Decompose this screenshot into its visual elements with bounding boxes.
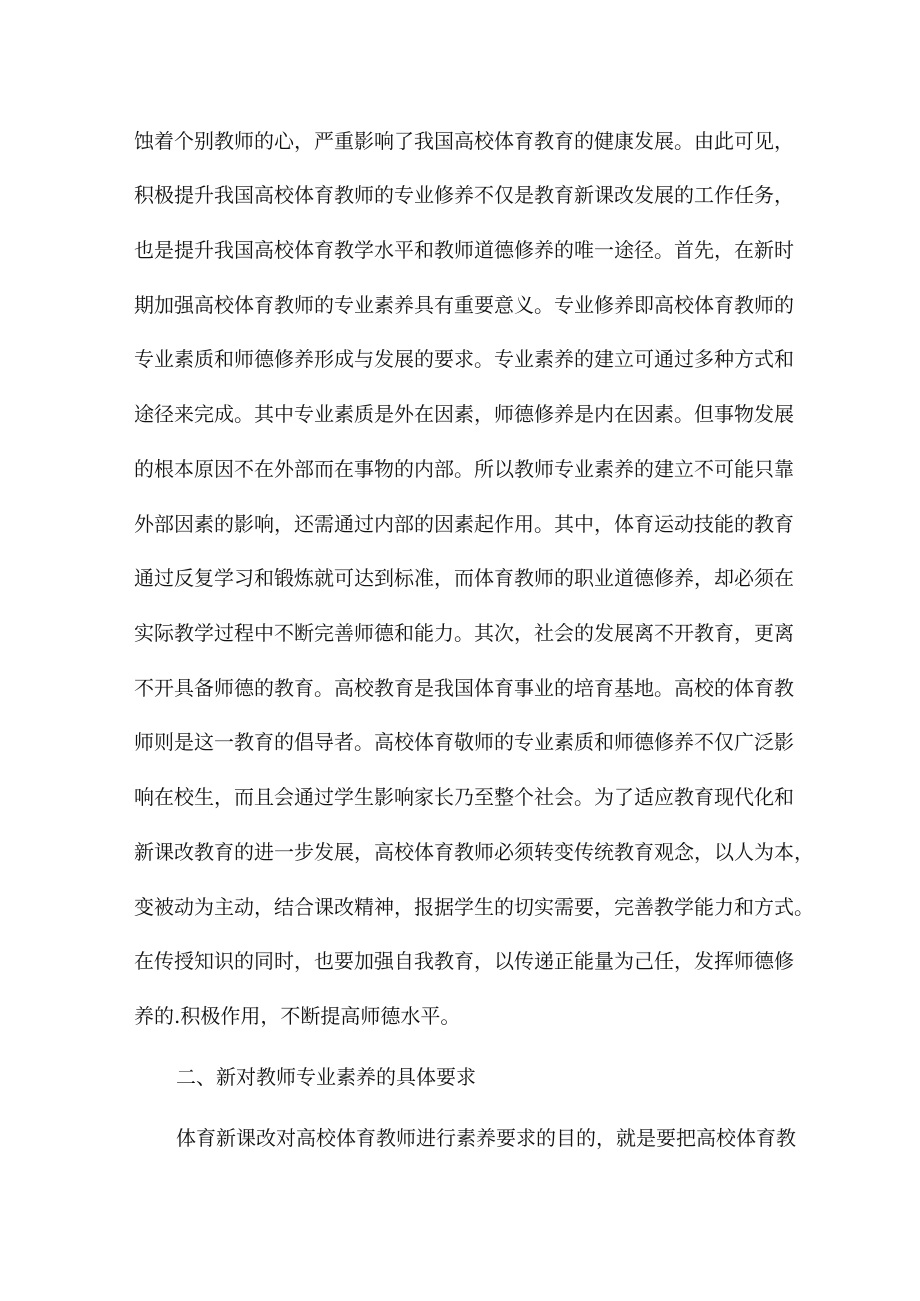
paragraph-line: 实际教学过程中不断完善师德和能力。其次，社会的发展离不开教育，更离 [134, 621, 794, 645]
paragraph-line: 体育新课改对高校体育教师进行素养要求的目的，就是要把高校体育教 [176, 1126, 796, 1150]
paragraph-line: 也是提升我国高校体育教学水平和教师道德修养的唯一途径。首先，在新时 [134, 238, 794, 262]
paragraph-line: 不开具备师德的教育。高校教育是我国体育事业的培育基地。高校的体育教 [134, 676, 794, 700]
section-heading: 二、新对教师专业素养的具体要求 [176, 1065, 476, 1089]
paragraph-line: 的根本原因不在外部而在事物的内部。所以教师专业素养的建立不可能只靠 [134, 457, 794, 481]
paragraph-line: 响在校生，而且会通过学生影响家长乃至整个社会。为了适应教育现代化和 [134, 785, 794, 809]
paragraph-line: 外部因素的影响，还需通过内部的因素起作用。其中，体育运动技能的教育 [134, 512, 794, 536]
paragraph-line: 新课改教育的进一步发展，高校体育教师必须转变传统教育观念，以人为本， [134, 840, 814, 864]
paragraph-line: 途径来完成。其中专业素质是外在因素，师德修养是内在因素。但事物发展 [134, 402, 794, 426]
paragraph-line: 养的.积极作用，不断提高师德水平。 [134, 1004, 461, 1028]
paragraph-line: 师则是这一教育的倡导者。高校体育敬师的专业素质和师德修养不仅广泛影 [134, 730, 794, 754]
paragraph-line: 蚀着个别教师的心，严重影响了我国高校体育教育的健康发展。由此可见， [134, 129, 794, 153]
paragraph-line: 在传授知识的同时，也要加强自我教育，以传递正能量为己任，发挥师德修 [134, 949, 794, 973]
paragraph-line: 通过反复学习和锻炼就可达到标准，而体育教师的职业道德修养，却必须在 [134, 566, 794, 590]
paragraph-line: 期加强高校体育教师的专业素养具有重要意义。专业修养即高校体育教师的 [134, 293, 794, 317]
paragraph-line: 专业素质和师德修养形成与发展的要求。专业素养的建立可通过多种方式和 [134, 347, 794, 371]
paragraph-line: 变被动为主动，结合课改精神，报据学生的切实需要，完善教学能力和方式。 [134, 895, 814, 919]
paragraph-line: 积极提升我国高校体育教师的专业修养不仅是教育新课改发展的工作任务， [134, 183, 794, 207]
